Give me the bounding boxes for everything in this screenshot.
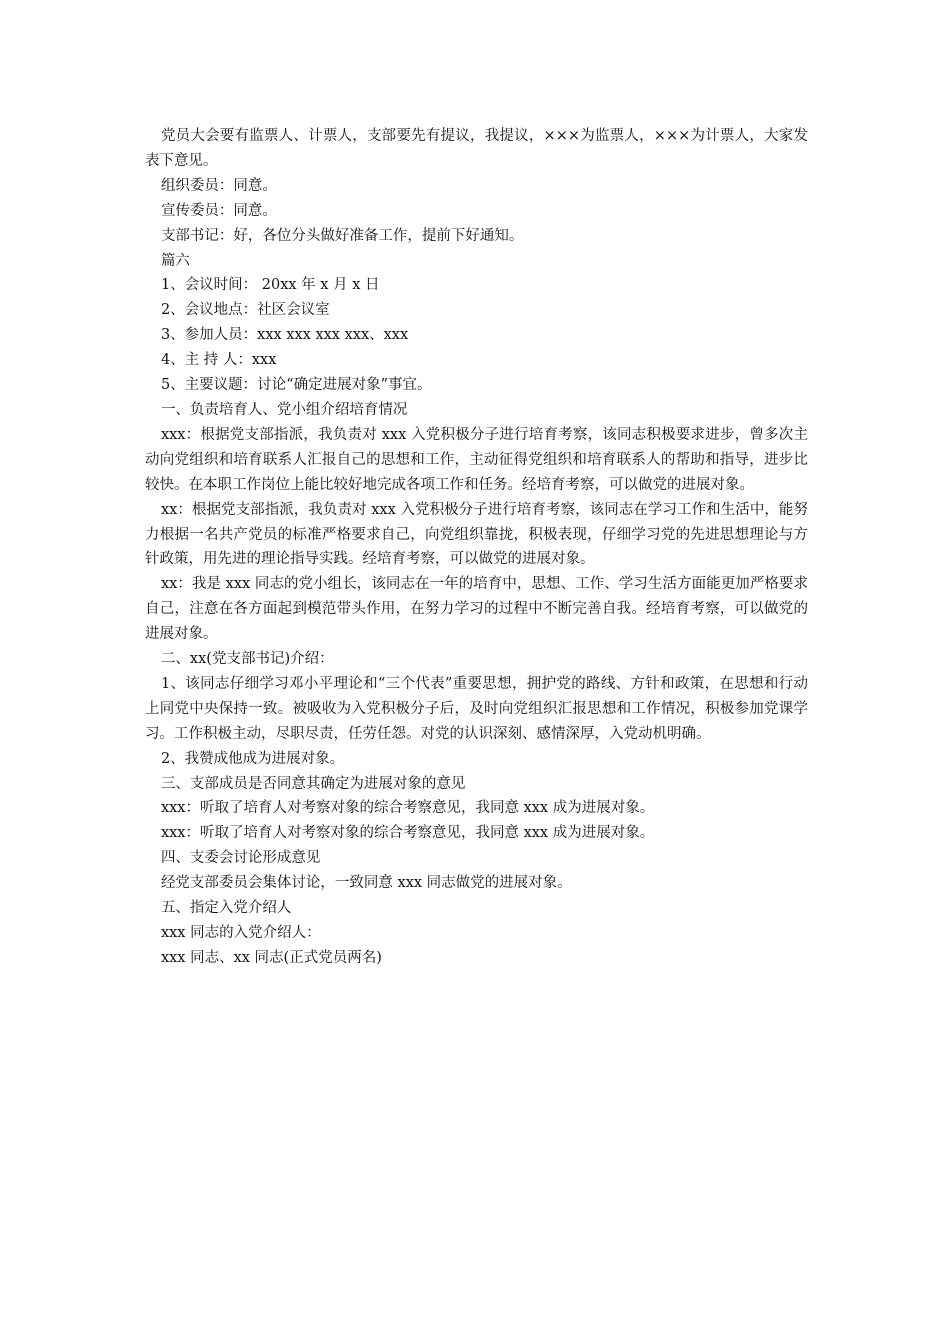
section-heading-four: 四、支委会讨论形成意见 [160, 850, 321, 867]
paragraph-secretary-intro-1: 1、该同志仔细学习邓小平理论和“三个代表”重要思想，拥护党的路线、方针和政策，在思想和行动上同党中央保持一致。被吸收为入党积极分子后，及时向党组织汇报思想和工作情况，积极参加党课学习。工作积极主动，尽职尽责，任劳任怨。对党的认识深刻、感情深厚，入党动机明确。 [145, 675, 808, 742]
section-heading-five: 五、指定入党介绍人 [160, 900, 292, 917]
paragraph-member-opinion-2: xxx：听取了培育人对考察对象的综合考察意见，我同意 xxx 成为进展对象。 [160, 825, 655, 842]
paragraph-trainer-report-1: xxx：根据党支部指派，我负责对 xxx 入党积极分子进行培育考察，该同志积极要求进步，曾多次主动向党组织和培育联系人汇报自己的思想和工作，主动征得党组织和培育联系人的帮助和指导，进步比较快。在本职工作岗位上能比较好地完成各项工作和任务。经培育考察，可以做党的进展对象。 [145, 426, 808, 493]
paragraph-introducer-label: xxx 同志的入党介绍人： [160, 925, 321, 941]
paragraph-introducer-names: xxx 同志、xx 同志(正式党员两名) [160, 949, 382, 966]
paragraph-election-proposal: 党员大会要有监票人、计票人，支部要先有提议，我提议，×××为监票人，×××为计票人，大家发表下意见。 [145, 128, 808, 169]
paragraph-member-opinion-1: xxx：听取了培育人对考察对象的综合考察意见，我同意 xxx 成为进展对象。 [160, 800, 655, 817]
paragraph-group-leader-report: xx：我是 xxx 同志的党小组长，该同志在一年的培育中，思想、工作、学习生活方面能更加严格要求自己，注意在各方面起到模范带头作用，在努力学习的过程中不断完善自我。经培育考察，可以做党的进展对象。 [145, 576, 808, 643]
meeting-participants: 3、参加人员：xxx xxx xxx xxx、xxx [160, 327, 409, 344]
section-heading-one: 一、负责培育人、党小组介绍培育情况 [160, 401, 408, 418]
document-body [145, 124, 808, 971]
paragraph-committee-decision: 经党支部委员会集体讨论，一致同意 xxx 同志做党的进展对象。 [160, 875, 572, 892]
meeting-time: 1、会议时间： 20xx 年 x 月 x 日 [160, 277, 380, 294]
paragraph-trainer-report-2: xx：根据党支部指派，我负责对 xxx 入党积极分子进行培育考察，该同志在学习工作和生活中，能努力根据一名共产党员的标准严格要求自己，向党组织靠拢，积极表现，仔细学习党的先进思想理论与方针政策，用先进的理论指导实践。经培育考察，可以做党的进展对象。 [145, 501, 808, 568]
paragraph-org-committee: 组织委员：同意。 [160, 177, 277, 194]
meeting-host: 4、主 持 人：xxx [160, 352, 277, 369]
paragraph-propaganda-committee: 宣传委员：同意。 [160, 202, 277, 219]
section-heading-part-six: 篇六 [160, 252, 190, 269]
section-heading-two: 二、xx(党支部书记)介绍： [160, 651, 334, 668]
paragraph-secretary-intro-2: 2、我赞成他成为进展对象。 [160, 750, 345, 767]
meeting-agenda: 5、主要议题：讨论“确定进展对象”事宜。 [160, 377, 432, 394]
paragraph-branch-secretary: 支部书记：好，各位分头做好准备工作，提前下好通知。 [160, 227, 524, 244]
section-heading-three: 三、支部成员是否同意其确定为进展对象的意见 [160, 775, 466, 792]
meeting-location: 2、会议地点：社区会议室 [160, 302, 330, 319]
